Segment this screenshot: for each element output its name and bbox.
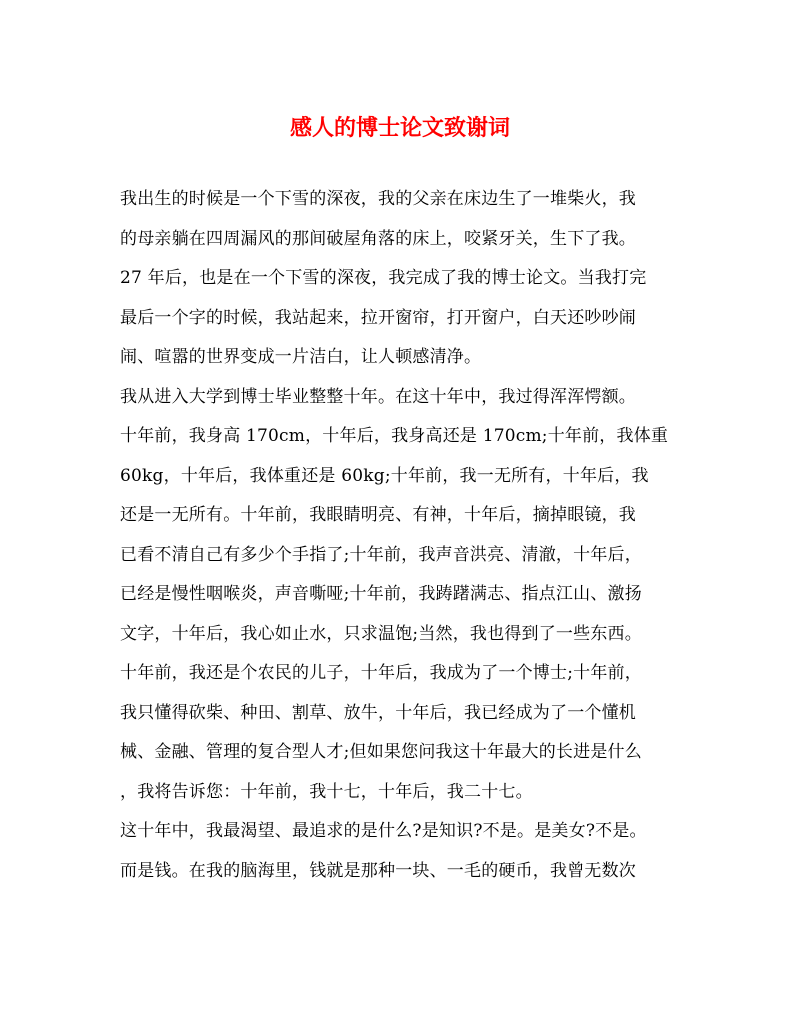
text-line: 27 年后，也是在一个下雪的深夜，我完成了我的博士论文。当我打完	[120, 268, 647, 288]
text-line: 闹、喧嚣的世界变成一片洁白，让人顿感清净。	[120, 347, 482, 367]
text-line: 60kg，十年后，我体重还是 60kg;十年前，我一无所有，十年后，我	[120, 465, 649, 486]
document-body	[120, 180, 686, 891]
document-title: 感人的博士论文致谢词	[289, 115, 510, 141]
text-line: 我只懂得砍柴、种田、割草、放牛，十年后，我已经成为了一个懂机	[120, 702, 636, 723]
text-line: 的母亲躺在四周漏风的那间破屋角落的床上，咬紧牙关，生下了我。	[120, 228, 636, 249]
text-line: 最后一个字的时候，我站起来，拉开窗帘，打开窗户，白天还吵吵闹	[120, 307, 636, 328]
text-line: 已经是慢性咽喉炎，声音嘶哑;十年前，我踌躇满志、指点江山、激扬	[120, 584, 642, 604]
text-line: 文字，十年后，我心如止水，只求温饱;当然，我也得到了一些东西。	[120, 623, 642, 644]
text-line: 我从进入大学到博士毕业整整十年。在这十年中，我过得浑浑愕额。	[120, 386, 636, 407]
text-line: ，我将告诉您：十年前，我十七，十年后，我二十七。	[120, 781, 533, 802]
text-line: 我出生的时候是一个下雪的深夜，我的父亲在床边生了一堆柴火，我	[120, 189, 636, 209]
text-line: 这十年中，我最渴望、最追求的是什么?是知识?不是。是美女?不是。	[120, 821, 647, 841]
text-line: 而是钱。在我的脑海里，钱就是那种一块、一毛的硬币，我曾无数次	[120, 860, 636, 881]
text-line: 十年前，我还是个农民的儿子，十年后，我成为了一个博士;十年前，	[120, 663, 642, 683]
text-line: 械、金融、管理的复合型人才;但如果您问我这十年最大的长进是什么	[120, 742, 642, 762]
text-line: 十年前，我身高 170cm，十年后，我身高还是 170cm;十年前，我体重	[120, 426, 669, 446]
text-line: 已看不清自己有多少个手指了;十年前，我声音洪亮、清澈，十年后，	[120, 544, 642, 565]
text-line: 还是一无所有。十年前，我眼睛明亮、有神，十年后，摘掉眼镜，我	[120, 505, 636, 525]
